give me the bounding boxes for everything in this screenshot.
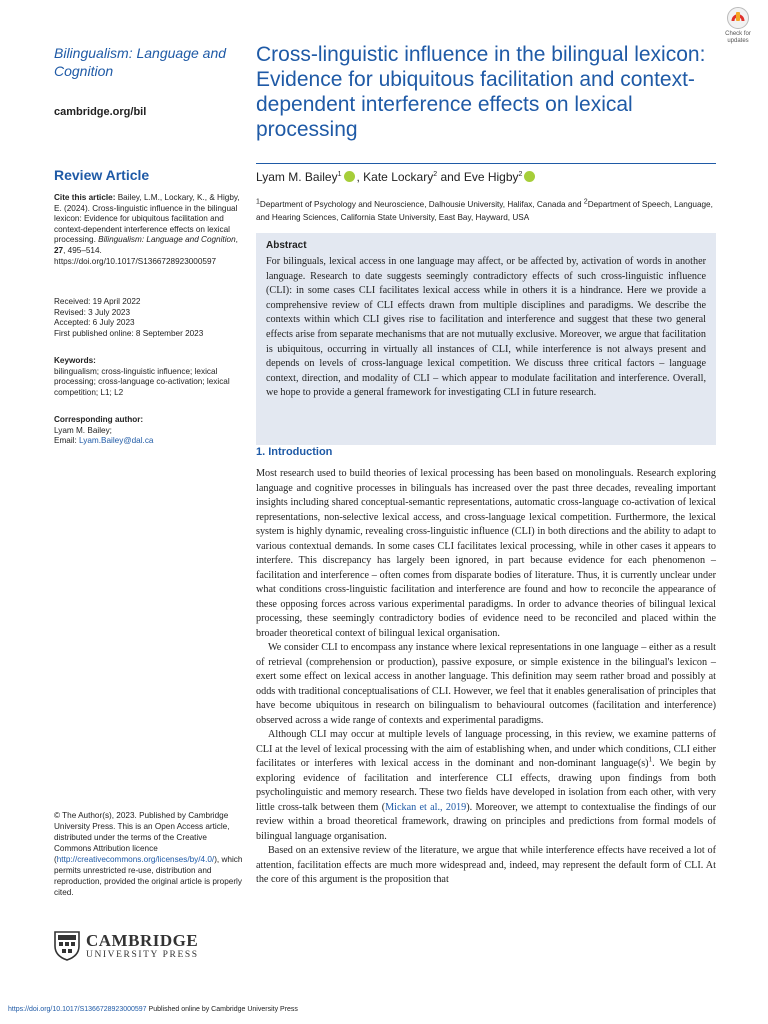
publisher-logo [54,930,214,962]
license-text-2: ), which permits unrestricted re-use, distribution and reproduction, provided the original article is properly cited. [54,855,243,897]
paragraph-4: Based on an extensive review of the literature, we argue that while interference effects have received a lot of attention, facilitation effects are much more widespread and, indeed, may represent the default form of CLI. At the core of this argument is the proposition that [256,845,716,885]
orcid-icon[interactable] [344,171,355,182]
keywords-block [54,356,244,398]
article-title: Cross-linguistic influence in the bilingual lexicon: Evidence for ubiquitous facilitation and context-dependent interference effects on lexical processing [256,43,706,141]
cite-sep: , [235,235,238,245]
author-list [256,169,716,185]
check-badge-line1: Check for [725,31,751,37]
affil-2-text: Department of Speech, Language, and Hearing Sciences, California State University, East Bay, Hayward, USA [256,200,713,222]
corresponding-name: Lyam M. Bailey; [54,425,112,435]
footer-doi-link[interactable]: https://doi.org/10.1017/S1366728923000597 [8,1006,147,1013]
journal-name: Bilingualism: Language and Cognition [54,45,227,79]
check-badge-line2: updates [727,38,749,44]
abstract-heading: Abstract [266,240,307,251]
paragraph-1: Most research used to build theories of lexical processing has been based on monolinguals. Research exploring language and cognitive processes in bilinguals has increased over the past three decades, revealing important insights including shared conceptual-semantic representations, automatic cross-language co-activation of lexical representations, non-selective lexical access, and cross-language lexical competition. Furthermore, the lexical system is highly dynamic, revealing cross-linguistic influence (CLI) in both directions and the ability to adapt to various contextual demands. In some cases CLI facilitates lexical processing, while in other cases it appears to interfere. This discrepancy has largely been ignored, in part because evidence for each phenomenon – facilitation and interference – often comes from disparate bodies of literature. Thus, it is currently unclear under what conditions cross-linguistic facilitation and interference are found and how to reconcile the appearance of these opposing forces across various experimental paradigms. In order to advance theories of bilingual lexical processing, these seemingly contradictory bodies of evidence need to be reconciled and placed within the broader theoretical context of bilingual lexical organisation. [256,468,716,639]
affiliations [256,198,716,224]
email-label: Email: [54,436,80,446]
orcid-icon[interactable] [524,171,535,182]
publisher-name: CAMBRIDGE [86,931,199,950]
author-3: and Eve Higby [437,170,519,184]
title-divider [256,163,716,164]
citation-block [54,193,244,267]
revised-date: Revised: 3 July 2023 [54,307,131,317]
affil-1-sup: 1 [256,198,260,206]
abstract-box [256,233,716,445]
keywords-label: Keywords: [54,356,96,365]
p3-text-a: Although CLI may occur at multiple levels of language processing, in this review, we examine patterns of CLI at the level of lexical processing with the aim of establishing when, and under which conditions, CLI either facilitates or interferes with lexical access in the dominant and non-dominant language(s) [256,729,716,769]
footer-text: Published online by Cambridge University Press [146,1006,298,1013]
email-link[interactable]: Lyam.Bailey@dal.ca [79,436,154,446]
citation-link[interactable]: Mickan et al., 2019 [385,801,467,813]
cambridge-shield-icon [54,931,80,961]
journal-url[interactable]: cambridge.org/bil [54,106,147,118]
cite-label: Cite this article: [54,193,116,202]
cite-pages-doi: , 495–514. https://doi.org/10.1017/S1366728923000597 [54,245,217,266]
license-text-1: © The Author(s), 2023. Published by Cambridge University Press. This is an Open Access article, distributed under the terms of the Creative Commons Attribution licence ( [54,811,230,864]
author-2-affil: 2 [433,171,438,178]
corresponding-label: Corresponding author: [54,415,144,424]
affil-2-sup: 2 [583,198,588,206]
corresponding-author-block [54,415,244,447]
dates-block [54,297,244,339]
paragraph-2: We consider CLI to encompass any instance where lexical representations in one language – either as a result of retrieval (comprehension or production), passive exposure, or simple existence in the bilingual's lexicon – exert some effect on lexical access in another language. This definition may seem rather broad and possibly at odds with traditional conceptualisations of CLI. However, we feel that it enables generalisation of principles that have become ubiquitous in research on bilingualism to behavioural outcomes (facilitation and interference) observed across a wide range of contexts and experimental paradigms. [256,642,716,726]
corresponding-email-row [54,436,244,447]
author-1-affil: 1 [337,171,342,178]
abstract-text: For bilinguals, lexical access in one language may affect, or be affected by, activation of words in another language. Research to date suggests seemingly contradictory effects of such cross-linguistic influence (CLI): in some cases CLI facilitates lexical access while in others it is a hindrance. Here we provide a comprehensive review of CLI effects drawn from multiple disciplines and paradigms. We describe the contexts within which CLI gives rise to facilitation and interference and suggest that these two general effects arise from separate mechanisms that are not mutually exclusive. Moreover, we argue that facilitation is ubiquitous, occurring in virtually all instances of CLI, while interference is not always present and depends on levels of cross-language lexical competition. We discuss three critical factors – language context, direction, and modality of CLI – which appear to modulate facilitation and interference. Overall, we hope to provide a general framework for investigating CLI in future research. [266,256,706,399]
cite-journal: Bilingualism: Language and Cognition [98,235,236,245]
p3-text-b: . We begin by exploring evidence of facilitation and interference CLI effects, drawing upon findings from both psycholinguistic and memory research. These two fields have developed in isolation from each other, with very little cross-talk between them ( [256,758,716,813]
p3-text-c: ). Moreover, we attempt to contextualise the findings of our review within a broad theoretical framework, drawing on principles and predictions from formal models of bilingual language organisation. [256,801,717,842]
affil-1-text: Department of Psychology and Neuroscience, Dalhousie University, Halifax, Canada and [259,200,584,209]
accepted-date: Accepted: 6 July 2023 [54,318,135,328]
publisher-subname: UNIVERSITY PRESS [86,950,199,960]
author-3-affil: 2 [518,171,523,178]
received-date: Received: 19 April 2022 [54,297,141,306]
cite-volume: 27 [54,245,64,255]
paragraph-3 [256,728,716,844]
cite-text: Bailey, L.M., Lockary, K., & Higby, E. (2024). Cross-linguistic influence in the bilingual lexicon: Evidence for ubiquitous facilitation and context-dependent interference effects on lexical processing. [54,193,240,245]
author-1: Lyam M. Bailey [256,170,338,184]
article-type: Review Article [54,167,150,183]
license-link[interactable]: http://creativecommons.org/licenses/by/4.0/ [56,855,215,864]
check-updates-icon [726,6,750,30]
license-block [54,810,244,898]
introduction-body [256,467,716,888]
author-2: , Kate Lockary [356,170,434,184]
footnote-marker[interactable]: 1 [648,755,653,764]
page-footer [8,1006,298,1013]
keywords-text: bilingualism; cross-linguistic influence; lexical processing; cross-language co-activation; lexical competition; L1; L2 [54,366,230,397]
section-heading-introduction: 1. Introduction [256,446,333,458]
published-date: First published online: 8 September 2023 [54,328,204,338]
